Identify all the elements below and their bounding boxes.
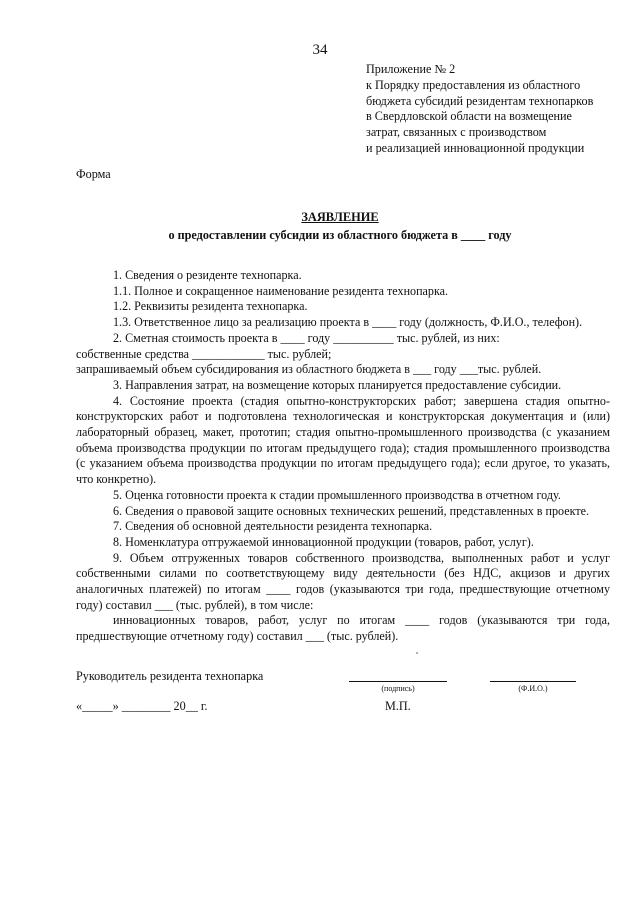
name-field <box>490 669 576 694</box>
form-label: Форма <box>76 167 111 181</box>
appendix-line: к Порядку предоставления из областного <box>366 77 581 92</box>
paragraph-item-7: 7. Сведения об основной деятельности резидента технопарка. <box>113 519 433 534</box>
paragraph-item-8: 8. Номенклатура отгружаемой инновационной продукции (товаров, работ, услуг). <box>113 534 534 549</box>
paragraph-item-1-1: 1.1. Полное и сокращенное наименование резидента технопарка. <box>113 283 449 298</box>
signature-caption: (подпись) <box>381 684 415 693</box>
paragraph-item-1-2: 1.2. Реквизиты резидента технопарка. <box>113 299 308 314</box>
stamp-label: М.П. <box>385 699 411 713</box>
paragraph-own-funds: собственные средства ____________ тыс. рублей; <box>76 346 332 361</box>
document-subtitle: о предоставлении субсидии из областного бюджета в ____ году <box>168 228 512 242</box>
name-caption: (Ф.И.О.) <box>518 684 548 693</box>
paragraph-item-3: 3. Направления затрат, на возмещение которых планируется предоставление субсидии. <box>113 377 562 392</box>
paragraph-item-4: 4. Состояние проекта (стадия опытно-конструкторских работ; завершена стадия опытно-конструкторских работ и подготовлена технологическая и конструкторская документация и (или) лабораторный образец, макет, прототип; стадия опытно-промышленного производства (с указанием объема производства продукции по итогам предыдущего года); стадия промышленного производства (с указанием объема производства продукции по итогам предыдущего года); если другое, то указать, что конкретно). <box>76 393 610 487</box>
paragraph-item-6: 6. Сведения о правовой защите основных технических решений, представленных в проекте. <box>113 503 590 518</box>
paragraph-item-1-3: 1.3. Ответственное лицо за реализацию проекта в ____ году (должность, Ф.И.О., телефон). <box>113 315 583 330</box>
paragraph-item-9: 9. Объем отгруженных товаров собственного производства, выполненных работ и услуг собственными силами по соответствующему виду деятельности (без НДС, акцизов и других аналогичных платежей) по итогам ____ годов (указываются три года, предшествующие отчетному году) составил ___ (тыс. рублей), в том числе: <box>76 550 610 612</box>
appendix-header <box>366 62 626 157</box>
date-line: «_____» ________ 20__ г. <box>76 699 208 713</box>
paragraph-requested-subsidy: запрашиваемый объем субсидирования из областного бюджета в ___ году ___тыс. рублей. <box>76 362 542 377</box>
appendix-line: в Свердловской области на возмещение <box>366 109 572 124</box>
paragraph-item-1: 1. Сведения о резиденте технопарка. <box>113 268 302 282</box>
name-line <box>490 681 576 682</box>
page-number: 34 <box>312 42 328 58</box>
appendix-line: бюджета субсидий резидентам технопарков <box>366 93 594 108</box>
document-body <box>76 268 610 645</box>
appendix-line: и реализацией инновационной продукции <box>366 140 585 155</box>
paragraph-item-2: 2. Сметная стоимость проекта в ____ году __________ тыс. рублей, из них: <box>113 330 500 345</box>
paragraph-innovative-products: инновационных товаров, работ, услуг по итогам ____ годов (указываются три года, предшествующие отчетному году) составил ___ (тыс. рублей). <box>76 613 610 644</box>
paragraph-item-5: 5. Оценка готовности проекта к стадии промышленного производства в отчетном году. <box>113 487 561 502</box>
head-label: Руководитель резидента технопарка <box>76 669 264 683</box>
document-title: ЗАЯВЛЕНИЕ <box>301 210 379 224</box>
signature-line <box>349 681 447 682</box>
appendix-line: Приложение № 2 <box>366 62 456 76</box>
appendix-line: затрат, связанных с производством <box>366 125 547 140</box>
signature-field <box>349 669 447 694</box>
scan-dot <box>416 652 418 654</box>
